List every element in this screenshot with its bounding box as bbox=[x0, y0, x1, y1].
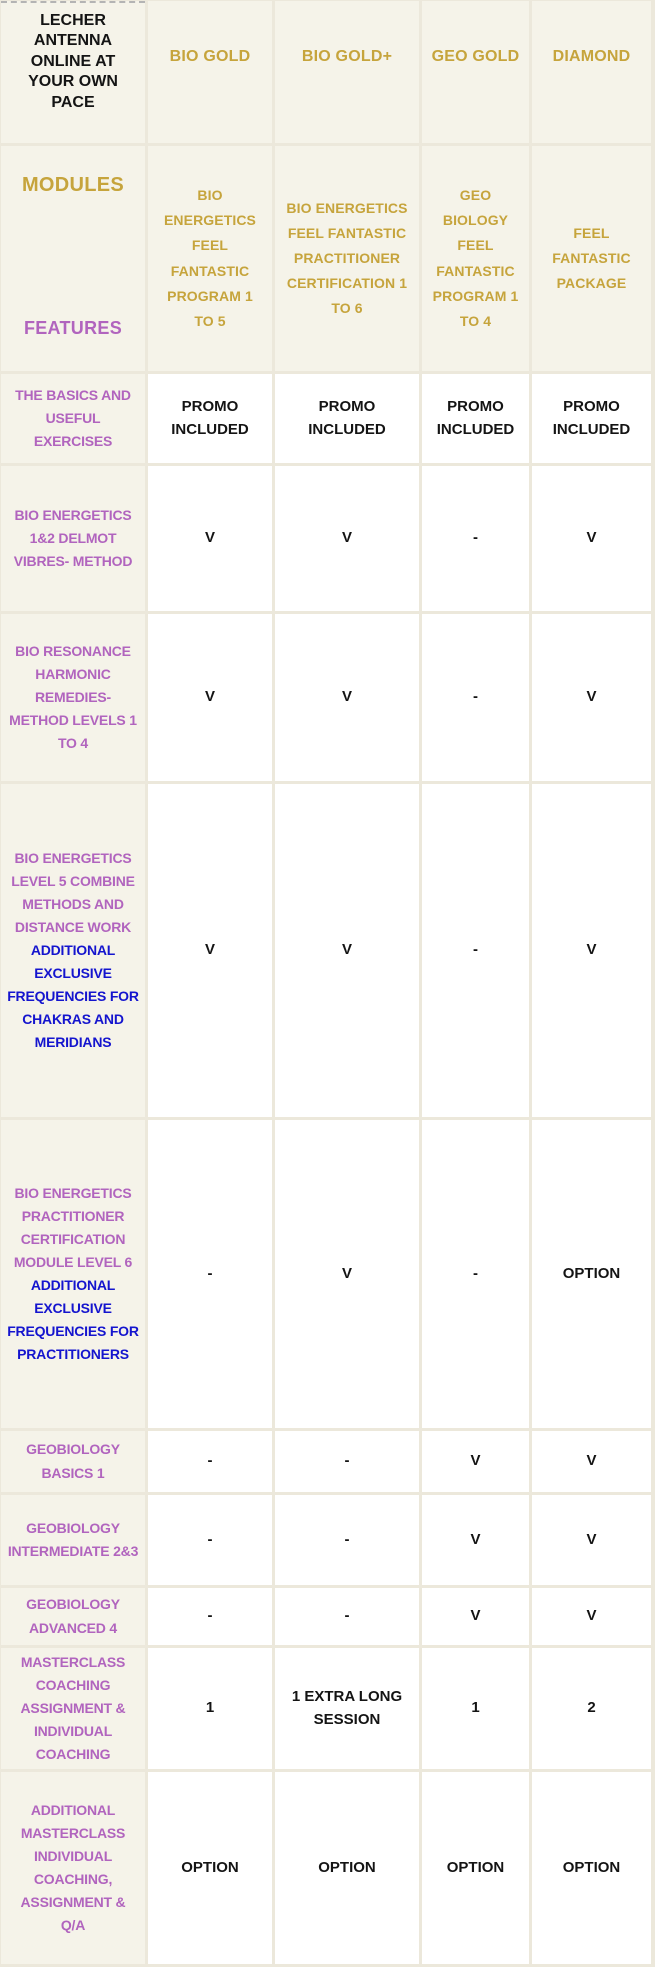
row-label-bio-energetics-1-2: BIO ENERGETICS 1&2 DELMOT VIBRES- METHOD bbox=[1, 466, 145, 611]
row-label-bio-resonance: BIO RESONANCE HARMONIC REMEDIES- METHOD LEVELS 1 TO 4 bbox=[1, 614, 145, 781]
value-cell: V bbox=[148, 466, 272, 611]
row-label-geobiology-basics: GEOBIOLOGY BASICS 1 bbox=[1, 1431, 145, 1492]
value-cell: OPTION bbox=[148, 1772, 272, 1964]
value-cell: V bbox=[275, 614, 419, 781]
row-label-extra-chakras: ADDITIONAL EXCLUSIVE FREQUENCIES FOR CHAKRAS AND MERIDIANS bbox=[7, 941, 139, 1051]
value-cell: V bbox=[422, 1495, 529, 1585]
module-geo-gold: GEO BIOLOGY FEEL FANTASTIC PROGRAM 1 TO 4 bbox=[422, 146, 529, 371]
module-bio-gold: BIO ENERGETICS FEEL FANTASTIC PROGRAM 1 TO 5 bbox=[148, 146, 272, 371]
value-cell: PROMO INCLUDED bbox=[148, 374, 272, 463]
value-cell: V bbox=[532, 1431, 651, 1492]
value-cell: PROMO INCLUDED bbox=[422, 374, 529, 463]
value-cell: - bbox=[148, 1120, 272, 1428]
value-cell: V bbox=[275, 1120, 419, 1428]
row-label-geobiology-advanced: GEOBIOLOGY ADVANCED 4 bbox=[1, 1588, 145, 1645]
row-label-additional-masterclass: ADDITIONAL MASTERCLASS INDIVIDUAL COACHING, ASSIGNMENT & Q/A bbox=[1, 1772, 145, 1964]
value-cell: V bbox=[422, 1588, 529, 1645]
col-header-geo-gold: GEO GOLD bbox=[422, 1, 529, 143]
value-cell: OPTION bbox=[275, 1772, 419, 1964]
value-cell: V bbox=[148, 784, 272, 1117]
modules-features-cell bbox=[1, 146, 145, 371]
value-cell: - bbox=[422, 614, 529, 781]
value-cell: - bbox=[275, 1431, 419, 1492]
features-label: FEATURES bbox=[23, 318, 123, 338]
value-cell: - bbox=[422, 466, 529, 611]
row-label-practitioner-certification: BIO ENERGETICS PRACTITIONER CERTIFICATION MODULE LEVEL 6 ADDITIONAL EXCLUSIVE FREQUENCIES FOR PRACTITIONERS bbox=[1, 1120, 145, 1428]
col-header-bio-gold: BIO GOLD bbox=[148, 1, 272, 143]
value-cell: - bbox=[422, 784, 529, 1117]
value-cell: - bbox=[148, 1588, 272, 1645]
col-header-diamond: DIAMOND bbox=[532, 1, 651, 143]
table-title: LECHER ANTENNA ONLINE AT YOUR OWN PACE bbox=[1, 1, 145, 143]
row-label-bio-energetics-level-5: BIO ENERGETICS LEVEL 5 COMBINE METHODS AND DISTANCE WORK ADDITIONAL EXCLUSIVE FREQUENCIES FOR CHAKRAS AND MERIDIANS bbox=[1, 784, 145, 1117]
module-bio-gold-plus: BIO ENERGETICS FEEL FANTASTIC PRACTITIONER CERTIFICATION 1 TO 6 bbox=[275, 146, 419, 371]
value-cell: - bbox=[422, 1120, 529, 1428]
value-cell: - bbox=[275, 1495, 419, 1585]
value-cell: OPTION bbox=[422, 1772, 529, 1964]
row-label-basics: THE BASICS AND USEFUL EXERCISES bbox=[1, 374, 145, 463]
value-cell: PROMO INCLUDED bbox=[275, 374, 419, 463]
value-cell: V bbox=[532, 1495, 651, 1585]
value-cell: V bbox=[422, 1431, 529, 1492]
value-cell: V bbox=[275, 466, 419, 611]
value-cell: V bbox=[532, 784, 651, 1117]
value-cell: OPTION bbox=[532, 1120, 651, 1428]
modules-label: MODULES bbox=[21, 174, 125, 196]
value-cell: V bbox=[532, 1588, 651, 1645]
value-cell: - bbox=[148, 1431, 272, 1492]
value-cell: 1 bbox=[422, 1648, 529, 1769]
value-cell: V bbox=[532, 614, 651, 781]
row-label-geobiology-intermediate: GEOBIOLOGY INTERMEDIATE 2&3 bbox=[1, 1495, 145, 1585]
value-cell: 1 EXTRA LONG SESSION bbox=[275, 1648, 419, 1769]
value-cell: - bbox=[148, 1495, 272, 1585]
row-label-masterclass-coaching: MASTERCLASS COACHING ASSIGNMENT & INDIVIDUAL COACHING bbox=[1, 1648, 145, 1769]
value-cell: PROMO INCLUDED bbox=[532, 374, 651, 463]
module-diamond: FEEL FANTASTIC PACKAGE bbox=[532, 146, 651, 371]
value-cell: 2 bbox=[532, 1648, 651, 1769]
value-cell: V bbox=[275, 784, 419, 1117]
value-cell: OPTION bbox=[532, 1772, 651, 1964]
col-header-bio-gold-plus: BIO GOLD+ bbox=[275, 1, 419, 143]
value-cell: V bbox=[532, 466, 651, 611]
value-cell: - bbox=[275, 1588, 419, 1645]
value-cell: 1 bbox=[148, 1648, 272, 1769]
value-cell: V bbox=[148, 614, 272, 781]
row-label-extra-practitioners: ADDITIONAL EXCLUSIVE FREQUENCIES FOR PRACTITIONERS bbox=[7, 1277, 139, 1363]
